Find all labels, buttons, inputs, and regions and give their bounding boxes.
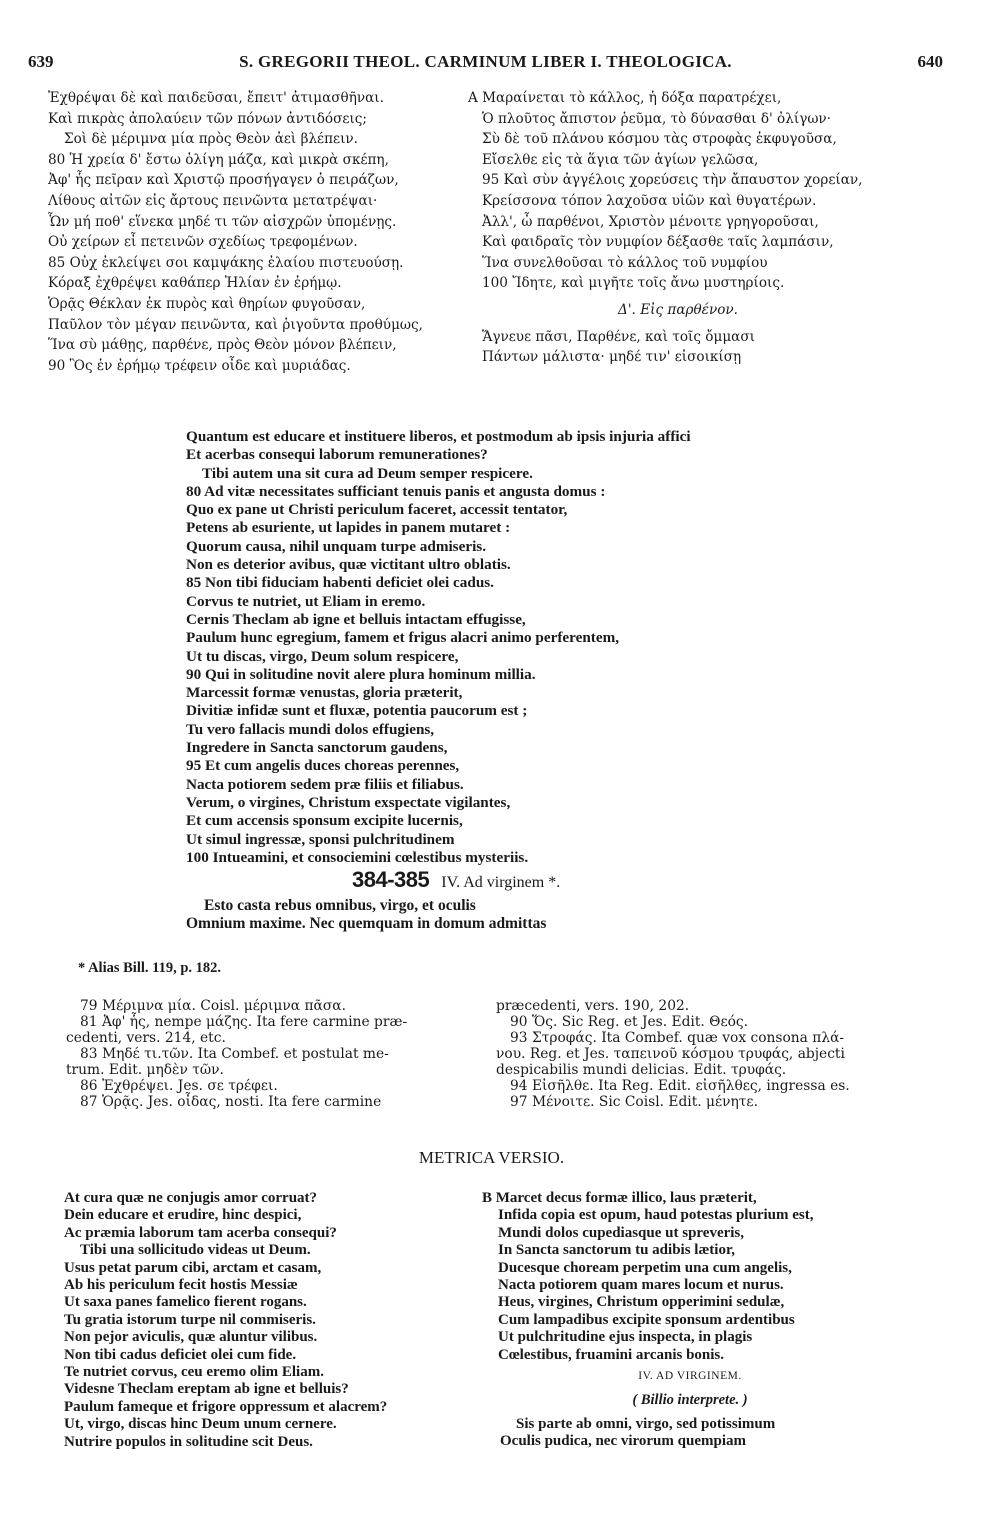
greek-line: Καὶ φαιδραῖς τὸν νυμφίον δέξασθε ταῖς λαμπάσιν,: [482, 234, 834, 251]
verse-line: Ut saxa panes famelico fierent rogans.: [64, 1294, 307, 1311]
verse-line: Mundi dolos cupediasque ut spreveris,: [498, 1224, 745, 1241]
greek-line: Ὁ πλοῦτος ἄπιστον ῥεῦμα, τὸ δύνασθαι δ' ὀλίγων·: [482, 110, 831, 127]
greek-line: Λίθους αἰτῶν εἰς ἄρτους πεινῶντα μετατρέψαι·: [48, 192, 378, 209]
latin-line: Cernis Theclam ab igne et belluis intactam effugisse,: [186, 610, 526, 628]
verse-line: Ac præmia laborum tam acerba consequi?: [64, 1224, 337, 1241]
verse-line: Non tibi cadus deficiet olei cum fide.: [64, 1346, 297, 1363]
latin-line: Divitiæ infidæ sunt et fluxæ, potentia paucorum est ;: [186, 702, 528, 720]
running-header: [28, 52, 943, 76]
verse-line: Sis parte ab omni, virgo, sed potissimum: [516, 1416, 776, 1432]
latin-line: Quantum est educare et instituere liberos, et postmodum ab ipsis injuria affici: [186, 428, 691, 445]
greek-line: Σοὶ δὲ μέριμνα μία πρὸς Θεὸν ἀεὶ βλέπειν.: [64, 131, 358, 148]
verse-line: B Marcet decus formæ illico, laus præterit,: [482, 1190, 757, 1206]
latin-line: Ut tu discas, virgo, Deum solum respicere,: [186, 647, 459, 665]
running-title: S. GREGORII THEOL. CARMINUM LIBER I. THEOLOGICA.: [239, 52, 732, 71]
greek-line: 90 Ὃς ἐν ἐρήμῳ τρέφειν οἶδε καὶ μυριάδας.: [48, 357, 351, 374]
note-line: 87 Ὁρᾷς. Jes. οἶδας, nosti. Ita fere carmine: [80, 1094, 382, 1110]
latin-line: 100 Intueamini, et consociemini cœlestibus mysteriis.: [186, 848, 529, 866]
latin-line: Et cum accensis sponsum excipite lucernis,: [186, 812, 463, 830]
page-number-right: 640: [917, 52, 943, 71]
verse-line: Ut pulchritudine ejus inspecta, in plagis: [498, 1329, 753, 1346]
note-line: 83 Μηδέ τι.τῶν. Ita Combef. et postulat me-: [80, 1046, 389, 1062]
verse-line: Tibi una sollicitudo videas ut Deum.: [80, 1242, 311, 1259]
verse-line: Paulum fameque et frigore oppressum et alacrem?: [64, 1398, 388, 1415]
latin-line: Esto casta rebus omnibus, virgo, et oculis: [204, 897, 476, 914]
verse-line: Ab his periculum fecit hostis Messiæ: [64, 1277, 298, 1294]
greek-line: 100 Ἴδητε, καὶ μιγῆτε τοῖς ἄνω μυστηρίοις.: [482, 275, 785, 292]
latin-line: Marcessit formæ venustas, gloria præterit,: [186, 684, 463, 702]
verse-line: Cœlestibus, fruamini arcanis bonis.: [498, 1346, 725, 1363]
verse-interpreter: ( Billio interprete. ): [632, 1392, 748, 1408]
greek-line: 95 Καὶ σὺν ἀγγέλοις χορεύσεις τὴν ἄπαυστον χορείαν,: [482, 172, 863, 189]
note-line: νου. Reg. et Jes. ταπεινοῦ κόσμου τρυφάς, abjecti: [496, 1046, 845, 1062]
verse-line: Dein educare et erudire, hinc despici,: [64, 1207, 302, 1224]
column-numbers: 384-385: [352, 867, 430, 892]
latin-line: Tu vero fallacis mundi dolos effugiens,: [186, 720, 435, 738]
verse-line: In Sancta sanctorum tu adibis lætior,: [498, 1242, 735, 1259]
latin-line: Ingredere in Sancta sanctorum gaudens,: [186, 739, 448, 757]
latin-line: Quo ex pane ut Christi periculum faceret, accessit tentator,: [186, 501, 568, 519]
verse-line: At cura quæ ne conjugis amor corruat?: [64, 1190, 318, 1206]
greek-line: Ἵνα συνελθοῦσαι τὸ κάλλος τοῦ νυμφίου: [482, 254, 768, 271]
verse-left: [64, 1190, 387, 1451]
verse-line: Infida copia est opum, haud potestas plurium est,: [498, 1207, 814, 1224]
greek-line: Ὁρᾷς Θέκλαν ἐκ πυρὸς καὶ θηρίων φυγοῦσαν,: [48, 295, 366, 312]
latin-translation-2: [186, 897, 546, 933]
greek-line: Οὐ χείρων εἶ πετεινῶν σχεδίως τρεφομένων.: [48, 234, 358, 251]
latin-line: Tibi autem una sit cura ad Deum semper respicere.: [202, 464, 533, 482]
verse-line: Non pejor aviculis, quæ aluntur vilibus.: [64, 1329, 318, 1346]
verse-line: Usus petat parum cibi, arctam et casam,: [64, 1259, 322, 1276]
verse-line: Cum lampadibus excipite sponsum ardentibus: [498, 1311, 795, 1328]
carmen-heading: IV. Ad virginem *.: [441, 874, 561, 891]
verse-line: Tu gratia istorum turpe nil commiseris.: [64, 1311, 316, 1328]
latin-translation: [186, 428, 691, 867]
metrica-title: METRICA VERSIO.: [418, 1148, 565, 1167]
latin-line: 80 Ad vitæ necessitates sufficiant tenuis panis et angusta domus :: [186, 482, 606, 500]
greek-column-right: [468, 88, 863, 368]
verse-section-heading: IV. AD VIRGINEM.: [638, 1370, 742, 1382]
latin-line: Et acerbas consequi laborum remunerationes?: [186, 446, 488, 464]
note-line: 90 Ὅς. Sic Reg. et Jes. Edit. Θεός.: [510, 1014, 749, 1030]
latin-line: Verum, o virgines, Christum exspectate vigilantes,: [186, 793, 511, 811]
greek-line: A Μαραίνεται τὸ κάλλος, ἡ δόξα παρατρέχει,: [468, 90, 782, 106]
latin-line: 85 Non tibi fiduciam habenti deficiet olei cadus.: [186, 574, 494, 592]
note-line: 97 Μένοιτε. Sic Coisl. Edit. μένητε.: [510, 1094, 758, 1110]
latin-line: 90 Qui in solitudine novit alere plura hominum millia.: [186, 665, 536, 683]
greek-line: Πάντων μάλιστα· μηδέ τιν' εἰσοικίσῃ: [482, 349, 742, 366]
greek-line: Κόραξ ἐχθρέψει καθάπερ Ἠλίαν ἐν ἐρήμῳ.: [48, 275, 342, 292]
notes-left: [66, 998, 407, 1110]
verse-right: [482, 1190, 813, 1364]
verse-line: Heus, virgines, Christum opperimini sedulæ,: [498, 1294, 785, 1311]
note-line: 79 Μέριμνα μία. Coisl. μέριμνα πᾶσα.: [80, 998, 346, 1014]
greek-line: 85 Οὐχ ἐκλείψει σοι καμψάκης ἐλαίου πιστευούσῃ.: [48, 254, 404, 271]
greek-line: Ἀλλ', ὦ παρθένοι, Χριστὸν μένοιτε γρηγοροῦσαι,: [482, 213, 819, 230]
latin-line: Paulum hunc egregium, famem et frigus alacri animo perferentem,: [186, 629, 620, 647]
latin-line: Non es deterior avibus, quæ victitant ultro oblatis.: [186, 556, 511, 574]
note-line: 93 Στροφάς. Ita Combef. quæ vox consona πλά-: [510, 1030, 845, 1046]
verse-line: Videsne Theclam ereptam ab igne et belluis?: [64, 1381, 349, 1398]
note-line: præcedenti, vers. 190, 202.: [496, 998, 690, 1014]
latin-line: Corvus te nutriet, ut Eliam in eremo.: [186, 592, 426, 610]
latin-line: Quorum causa, nihil unquam turpe admiseris.: [186, 537, 487, 555]
page-number-left: 639: [28, 52, 54, 71]
verse-line: Oculis pudica, nec virorum quempiam: [500, 1433, 746, 1450]
greek-line: Εἴσελθε εἰς τὰ ἅγια τῶν ἁγίων γελῶσα,: [482, 151, 759, 168]
verse-line: Te nutriet corvus, ceu eremo olim Eliam.: [64, 1364, 324, 1381]
verse-line: Nacta potiorem quam mares locum et nurus.: [498, 1277, 784, 1294]
greek-line: Ἵνα σὺ μάθῃς, παρθένε, πρὸς Θεὸν μόνον βλέπειν,: [48, 337, 397, 354]
note-line: 86 Ἐχθρέψει. Jes. σε τρέφει.: [80, 1078, 278, 1094]
greek-line: 80 Ἡ χρεία δ' ἔστω ὀλίγη μάζα, καὶ μικρὰ σκέπη,: [48, 151, 389, 168]
greek-line: Ἅγνευε πᾶσι, Παρθένε, καὶ τοῖς ὄμμασι: [482, 328, 755, 345]
note-line: 94 Εἰσῆλθε. Ita Reg. Edit. εἰσῆλθες, ingressa es.: [510, 1078, 850, 1094]
latin-line: Nacta potiorem sedem præ filiis et filiabus.: [186, 775, 464, 793]
verse-line: Ut, virgo, discas hinc Deum unum cernere.: [64, 1416, 337, 1433]
note-line: despicabilis mundi delicias. Edit. τρυφάς.: [496, 1062, 787, 1078]
latin-line: Petens ab esuriente, ut lapides in panem mutaret :: [186, 519, 511, 537]
greek-line: Παῦλον τὸν μέγαν πεινῶντα, καὶ ῥιγοῦντα προθύμως,: [48, 316, 423, 333]
poem-heading: Δ'. Εἰς παρθένον.: [618, 301, 739, 318]
note-line: cedenti, vers. 214, etc.: [66, 1030, 226, 1046]
verse-right-2: [500, 1416, 775, 1451]
note-line: 81 Ἀφ' ἧς, nempe μάζης. Ita fere carmine præ-: [80, 1014, 408, 1030]
carmen-title: [352, 867, 560, 893]
greek-line: Ἀφ' ἧς πεῖραν καὶ Χριστῷ προσήγαγεν ὁ πειράζων,: [48, 172, 399, 189]
notes-right: [496, 998, 850, 1110]
greek-line: Ὧν μή ποθ' εἵνεκα μηδέ τι τῶν αἰσχρῶν ὑπομένῃς.: [48, 213, 397, 230]
greek-column-left: [48, 88, 423, 376]
alias-note: * Alias Bill. 119, p. 182.: [78, 960, 222, 976]
latin-line: 95 Et cum angelis duces choreas perennes,: [186, 757, 460, 775]
note-line: trum. Edit. μηδὲν τῶν.: [66, 1062, 224, 1078]
latin-line: Ut simul ingressæ, sponsi pulchritudinem: [186, 830, 455, 848]
greek-line: Σὺ δὲ τοῦ πλάνου κόσμου τὰς στροφὰς ἐκφυγοῦσα,: [482, 131, 837, 148]
verse-line: Ducesque choream perpetim una cum angelis,: [498, 1259, 792, 1276]
greek-line: Ἐχθρέψαι δὲ καὶ παιδεῦσαι, ἔπειτ' ἀτιμασθῆναι.: [48, 90, 384, 106]
greek-line: Κρείσσονα τόπον λαχοῦσα υἱῶν καὶ θυγατέρων.: [482, 192, 817, 209]
greek-line: Καὶ πικρὰς ἀπολαύειν τῶν πόνων ἀντιδόσεις;: [48, 110, 367, 127]
verse-line: Nutrire populos in solitudine scit Deus.: [64, 1433, 313, 1450]
latin-line: Omnium maxime. Nec quemquam in domum admittas: [186, 915, 547, 932]
